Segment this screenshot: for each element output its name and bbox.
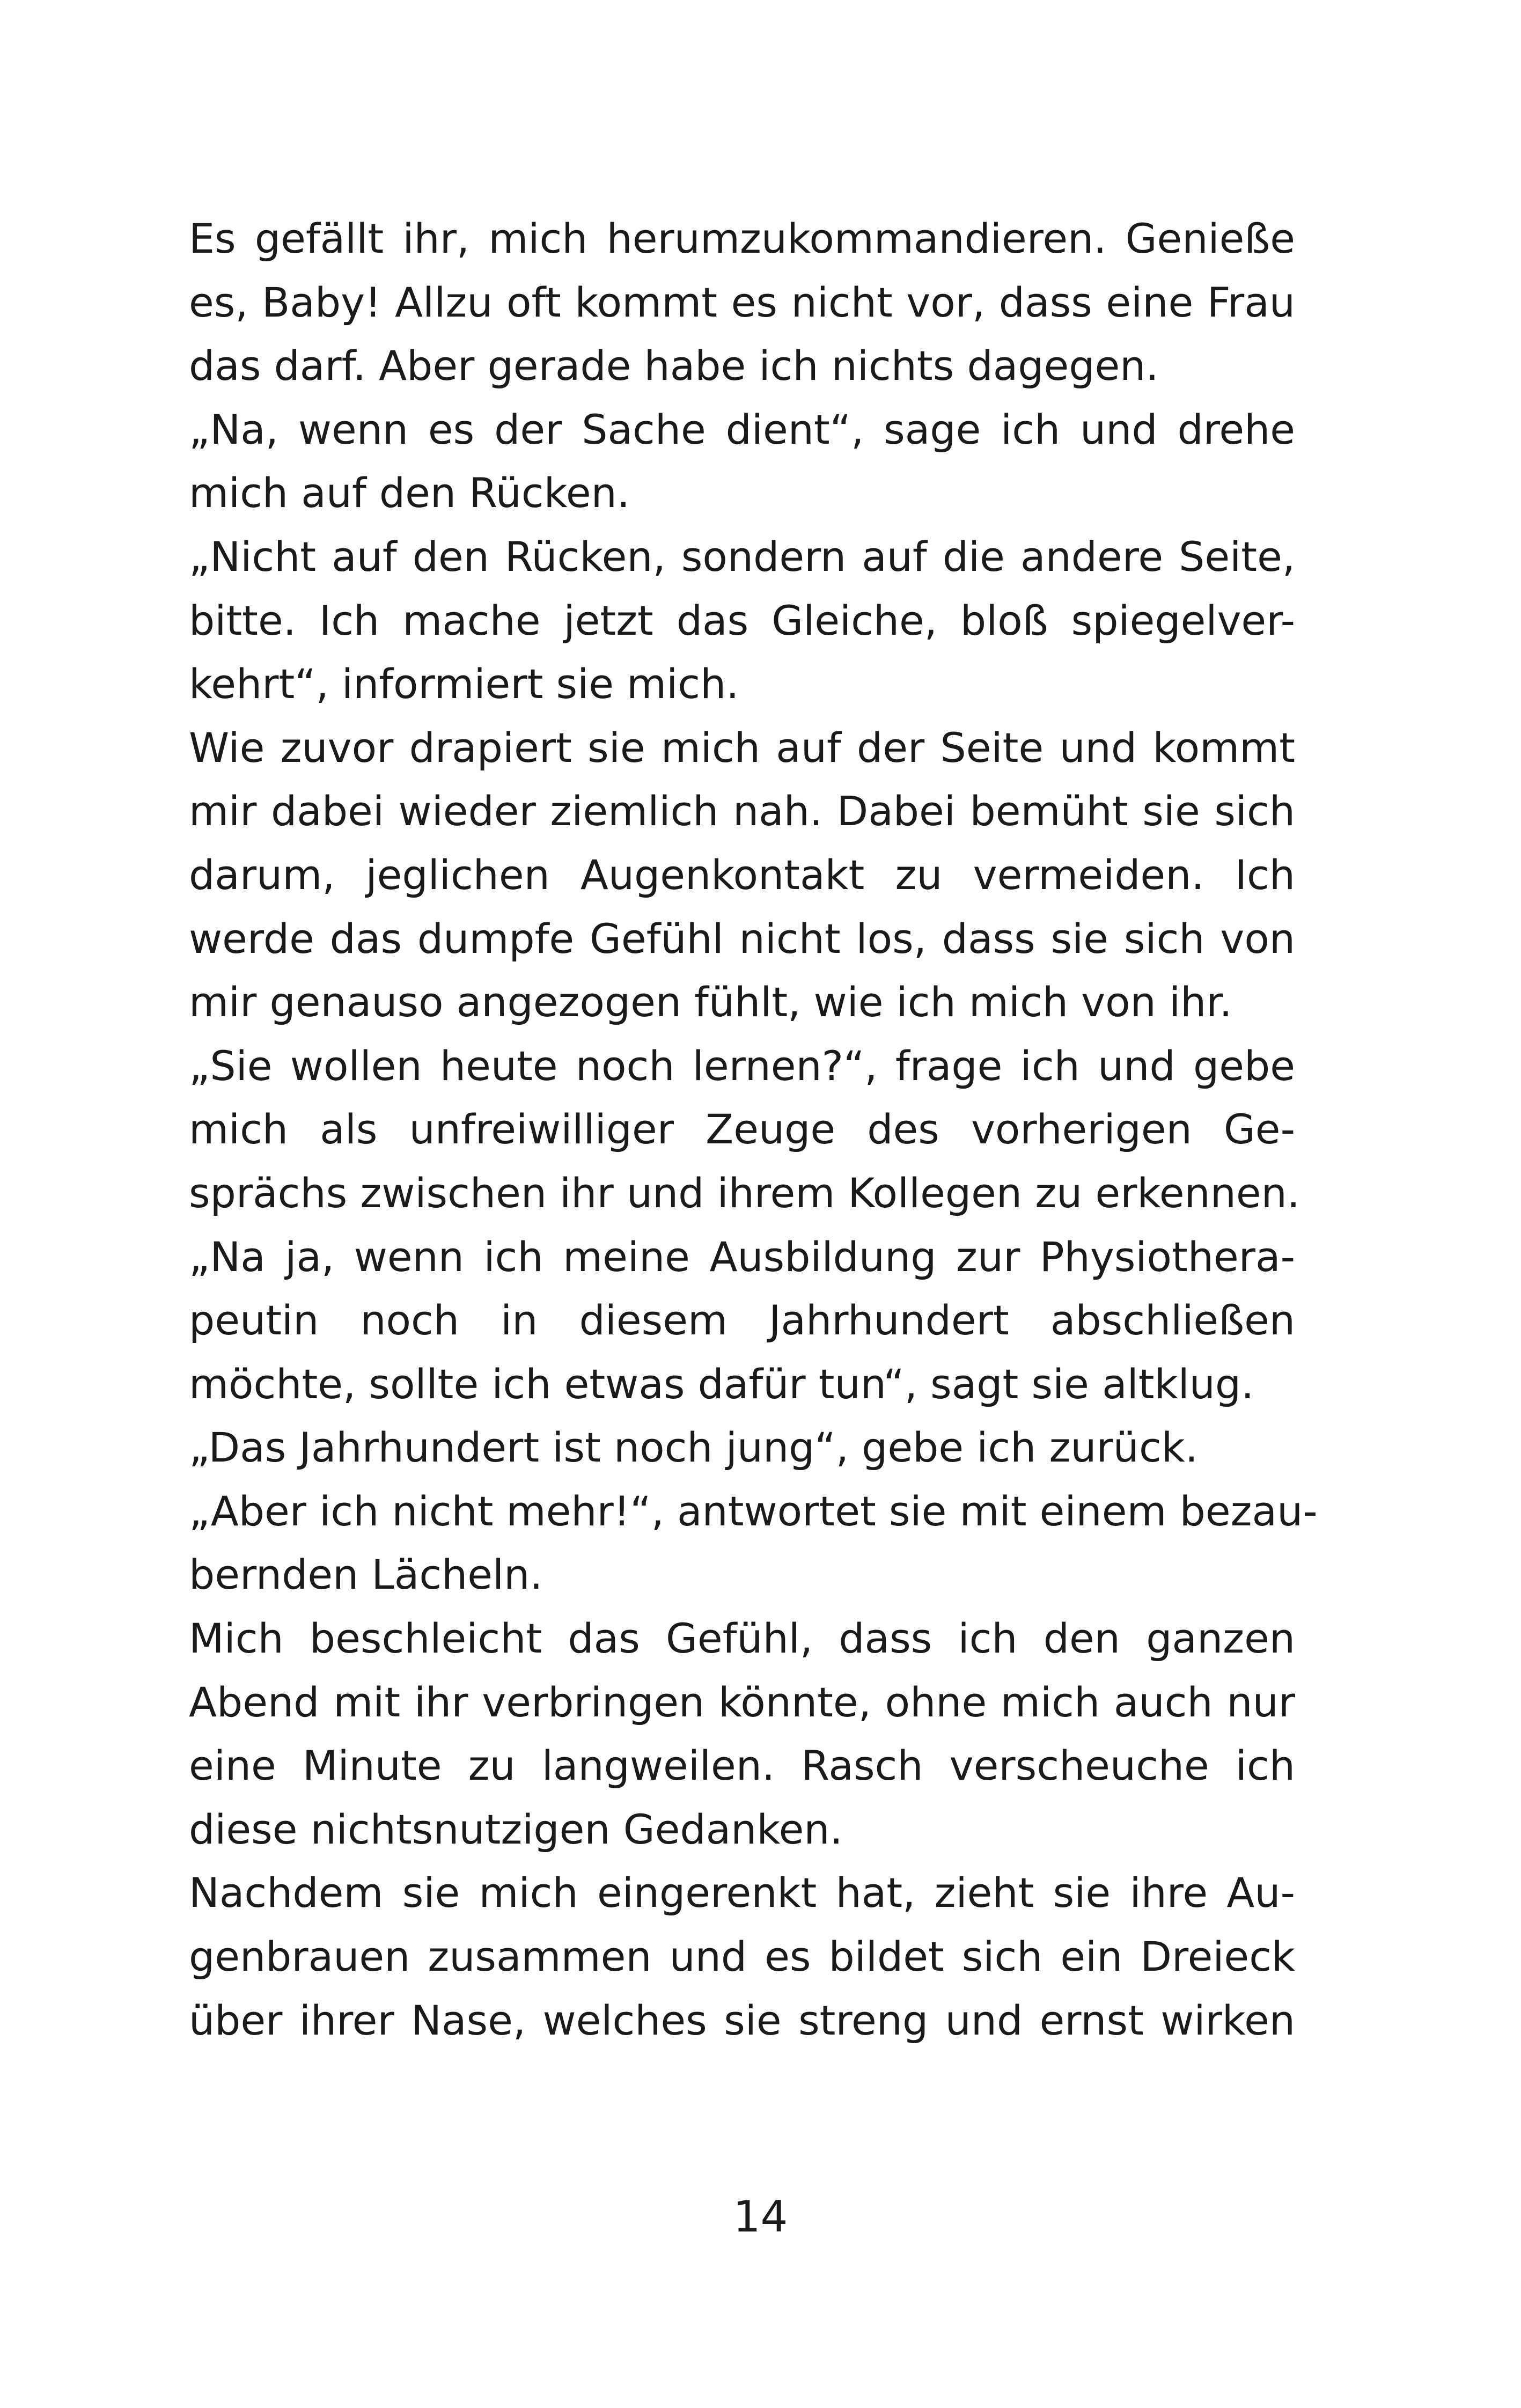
text-line: das darf. Aber gerade habe ich nichts dagegen. — [189, 342, 1159, 390]
text-line: diese nichtsnutzigen Gedanken. — [189, 1805, 843, 1853]
text-line: eine Minute zu langweilen. Rasch verscheuche ich — [189, 1742, 1295, 1790]
text-line: Nachdem sie mich eingerenkt hat, zieht sie ihre Au- — [189, 1869, 1295, 1917]
text-line: kehrt“, informiert sie mich. — [189, 660, 739, 708]
text-line: Mich beschleicht das Gefühl, dass ich den ganzen — [189, 1614, 1295, 1663]
text-line: werde das dumpfe Gefühl nicht los, dass sie sich von — [189, 914, 1295, 963]
text-line: „Sie wollen heute noch lernen?“, frage ich und gebe — [189, 1041, 1295, 1090]
text-line: über ihrer Nase, welches sie streng und ernst wirken — [189, 1996, 1295, 2044]
text-line: „Nicht auf den Rücken, sondern auf die andere Seite, — [189, 532, 1295, 581]
text-line: mich auf den Rücken. — [189, 469, 630, 517]
text-line: sprächs zwischen ihr und ihrem Kollegen zu erkennen. — [189, 1169, 1300, 1217]
text-line: bitte. Ich mache jetzt das Gleiche, bloß spiegelver- — [189, 596, 1295, 644]
text-line: peutin noch in diesem Jahrhundert abschließen — [189, 1296, 1295, 1345]
page-number: 14 — [733, 2192, 788, 2242]
text-line: mir genauso angezogen fühlt, wie ich mich von ihr. — [189, 978, 1232, 1026]
text-line: Es gefällt ihr, mich herumzukommandieren. Genieße — [189, 215, 1295, 262]
text-line: „Na, wenn es der Sache dient“, sage ich und drehe — [189, 405, 1295, 453]
text-line: genbrauen zusammen und es bildet sich ein Dreieck — [189, 1933, 1295, 1981]
text-line: möchte, sollte ich etwas dafür tun“, sagt sie altklug. — [189, 1360, 1254, 1408]
text-line: Wie zuvor drapiert sie mich auf der Seite und kommt — [189, 723, 1295, 772]
text-line: „Aber ich nicht mehr!“, antwortet sie mit einem bezau- — [189, 1487, 1318, 1535]
text-line: mir dabei wieder ziemlich nah. Dabei bemüht sie sich — [189, 787, 1295, 835]
body-text — [189, 207, 1318, 2052]
text-line: „Na ja, wenn ich meine Ausbildung zur Physiothera- — [189, 1232, 1295, 1281]
text-line: bernden Lächeln. — [189, 1551, 543, 1599]
text-line: es, Baby! Allzu oft kommt es nicht vor, dass eine Frau — [189, 278, 1295, 326]
text-line: mich als unfreiwilliger Zeuge des vorherigen Ge- — [189, 1105, 1295, 1154]
text-line: darum, jeglichen Augenkontakt zu vermeiden. Ich — [189, 850, 1295, 899]
text-line: „Das Jahrhundert ist noch jung“, gebe ich zurück. — [189, 1423, 1198, 1472]
text-line: Abend mit ihr verbringen könnte, ohne mich auch nur — [189, 1678, 1295, 1726]
